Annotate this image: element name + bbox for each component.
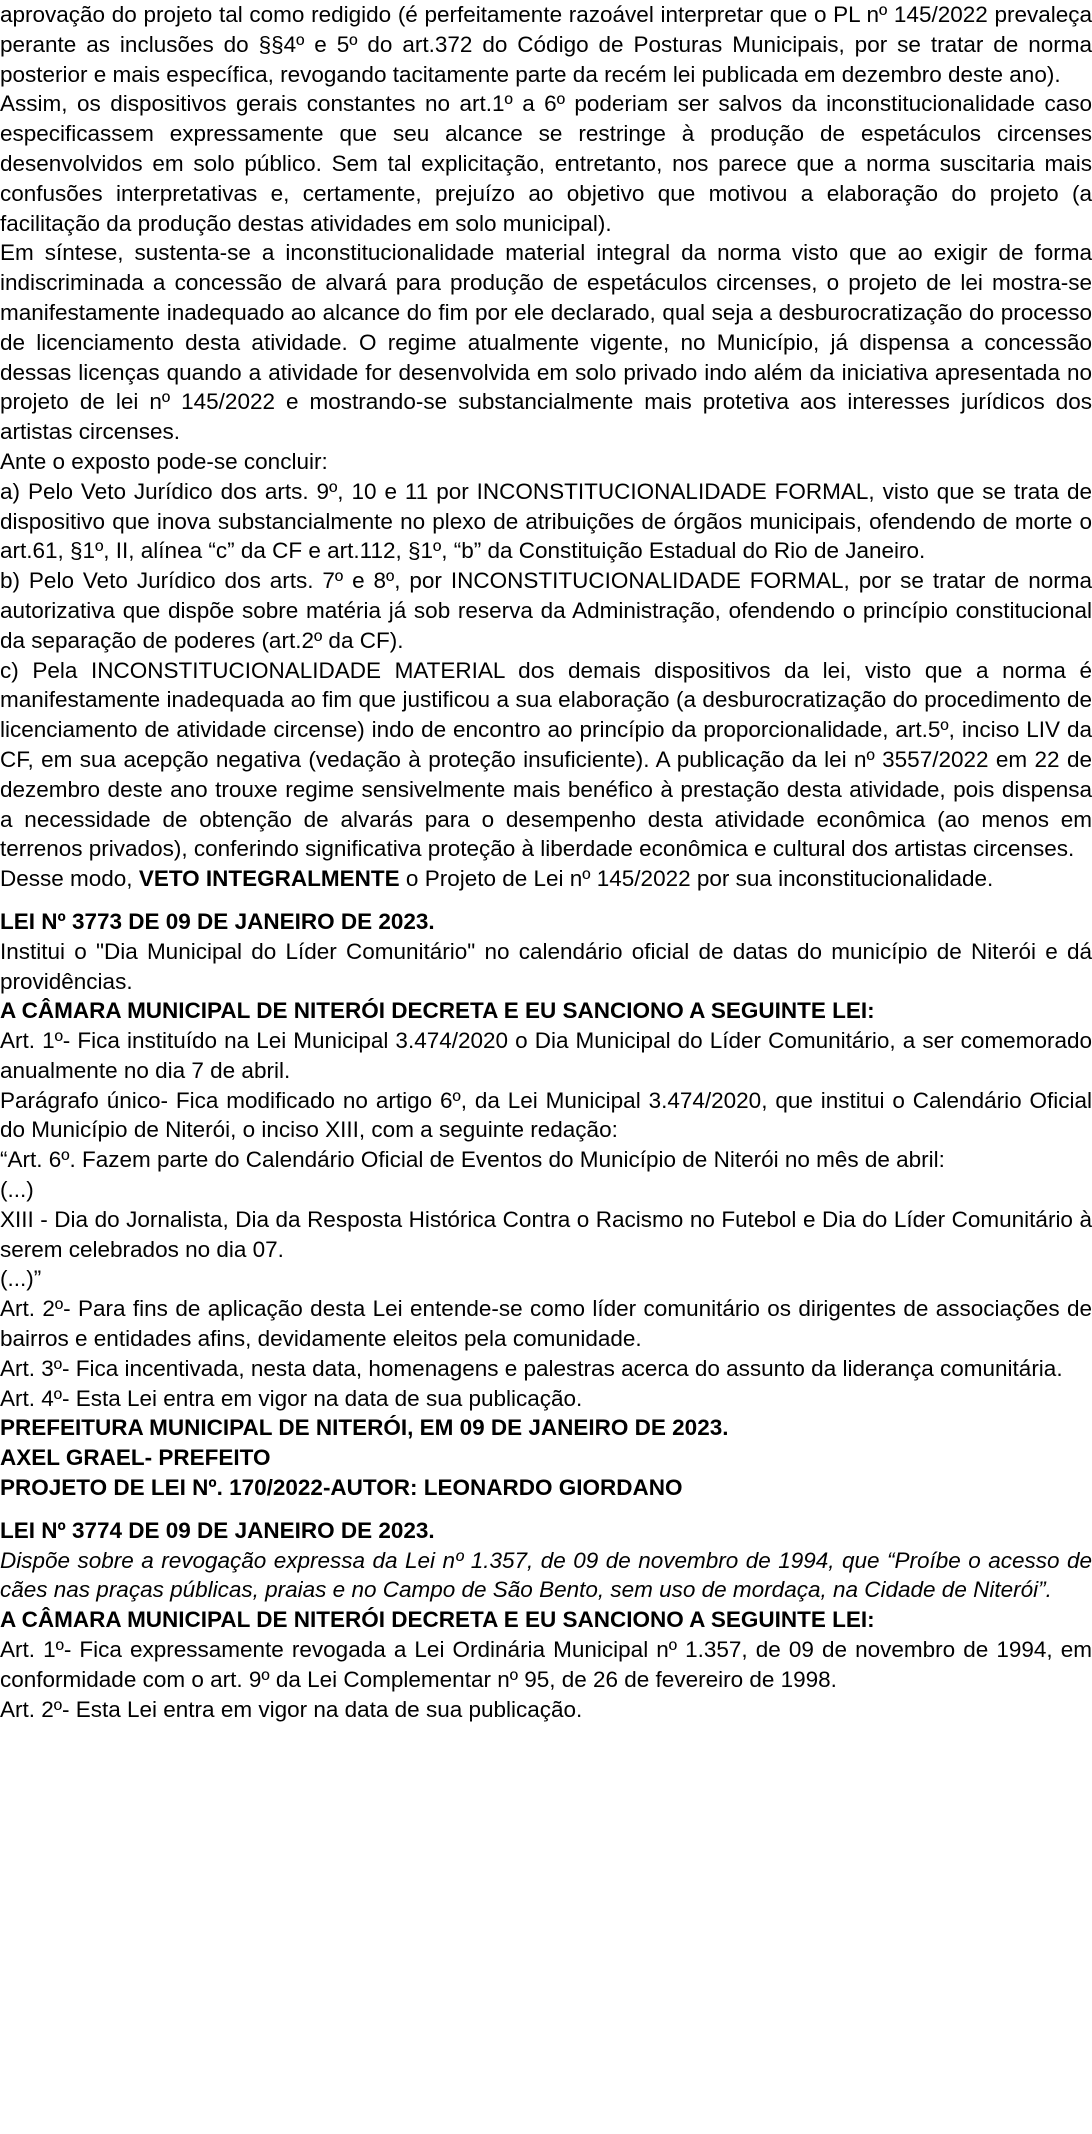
conclusion-item-a: a) Pelo Veto Jurídico dos arts. 9º, 10 e 11 por INCONSTITUCIONALIDADE FORMAL, visto que se trata de dispositivo que inova substancialmente no plexo de atribuições de órgãos municipais, ofendendo de morte o art.61, §1º, II, alínea “c” da CF e art.112, §1º, “b” da Constituição Estadual do Rio de Janeiro. [0, 478, 1092, 564]
veto-emphasis: VETO INTEGRALMENTE [138, 866, 400, 892]
law-3774-art1: Art. 1º- Fica expressamente revogada a Lei Ordinária Municipal nº 1.357, de 09 de novembro de 1994, em conformidade com o art. 9º da Lei Complementar nº 95, de 26 de fevereiro de 1998. [0, 1637, 1092, 1692]
law-3773-bill: PROJETO DE LEI Nº. 170/2022-AUTOR: LEONARDO GIORDANO [0, 1475, 683, 1501]
paragraph-conclusion-intro: Ante o exposto pode-se concluir: [0, 448, 328, 474]
veto-tail: o Projeto de Lei nº 145/2022 por sua inconstitucionalidade. [399, 866, 994, 892]
law-3773-quote-line4: (...)” [0, 1266, 42, 1292]
conclusion-item-c: c) Pela INCONSTITUCIONALIDADE MATERIAL dos demais dispositivos da lei, visto que a norma é manifestamente inadequada ao fim que justificou a sua elaboração (a desburocratização do procedimento de licenciamento de atividade circense) indo de encontro ao princípio da proporcionalidade, art.5º, inciso LIV da CF, em sua acepção negativa (vedação à proteção insuficiente). A publicação da lei nº 3557/2022 em 22 de dezembro deste ano trouxe regime sensivelmente mais benéfico à prestação desta atividade, pois dispensa a necessidade de obtenção de alvarás para o desempenho desta atividade econômica (ao menos em terrenos privados), conferindo significativa proteção à liberdade econômica e cultural dos artistas circenses. [0, 657, 1092, 862]
law-3773-title: LEI Nº 3773 DE 09 DE JANEIRO DE 2023. [0, 908, 435, 934]
law-3773-art3: Art. 3º- Fica incentivada, nesta data, homenagens e palestras acerca do assunto da liderança comunitária. [0, 1355, 1063, 1381]
law-3773-art4: Art. 4º- Esta Lei entra em vigor na data de sua publicação. [0, 1385, 583, 1411]
law-3773-decree: A CÂMARA MUNICIPAL DE NITERÓI DECRETA E EU SANCIONO A SEGUINTE LEI: [0, 998, 875, 1024]
law-3773-quote-line2: (...) [0, 1177, 34, 1203]
law-3774-title: LEI Nº 3774 DE 09 DE JANEIRO DE 2023. [0, 1517, 435, 1543]
law-3773-city-hall: PREFEITURA MUNICIPAL DE NITERÓI, EM 09 DE JANEIRO DE 2023. [0, 1415, 729, 1441]
law-3773-mayor: AXEL GRAEL- PREFEITO [0, 1445, 271, 1471]
law-3774-art2: Art. 2º- Esta Lei entra em vigor na data de sua publicação. [0, 1696, 583, 1722]
law-3773-art1: Art. 1º- Fica instituído na Lei Municipal 3.474/2020 o Dia Municipal do Líder Comunitário, a ser comemorado anualmente no dia 7 de abril. [0, 1028, 1092, 1083]
paragraph-synthesis: Em síntese, sustenta-se a inconstitucionalidade material integral da norma visto que ao exigir de forma indiscriminada a concessão de alvará para produção de espetáculos circenses, o projeto de lei mostra-se manifestamente inadequado ao alcance do fim por ele declarado, qual seja a desburocratização do processo de licenciamento desta atividade. O regime atualmente vigente, no Município, já dispensa a concessão dessas licenças quando a atividade for desenvolvida em solo privado indo além da iniciativa apresentada no projeto de lei nº 145/2022 e mostrando-se substancialmente mais protetiva aos interesses jurídicos dos artistas circenses. [0, 240, 1092, 445]
law-3774-decree: A CÂMARA MUNICIPAL DE NITERÓI DECRETA E EU SANCIONO A SEGUINTE LEI: [0, 1607, 875, 1633]
paragraph-exceptions: Assim, os dispositivos gerais constantes no art.1º a 6º poderiam ser salvos da inconstitucionalidade caso especificassem expressamente que seu alcance se restringe à produção de espetáculos circenses desenvolvidos em solo público. Sem tal explicitação, entretanto, nos parece que a norma suscitaria mais confusões interpretativas e, certamente, prejuízo ao objetivo que motivou a elaboração do projeto (a facilitação da produção destas atividades em solo municipal). [0, 91, 1092, 236]
law-3774-ementa: Dispõe sobre a revogação expressa da Lei nº 1.357, de 09 de novembro de 1994, que “Proíbe o acesso de cães nas praças públicas, praias e no Campo de São Bento, sem uso de mordaça, na Cidade de Niterói”. [0, 1547, 1092, 1603]
veto-paragraph [0, 864, 1092, 894]
law-3773-quote-line3: XIII - Dia do Jornalista, Dia da Resposta Histórica Contra o Racismo no Futebol e Dia do Líder Comunitário à serem celebrados no dia 07. [0, 1206, 1092, 1262]
law-3773-art2: Art. 2º- Para fins de aplicação desta Lei entende-se como líder comunitário os dirigentes de associações de bairros e entidades afins, devidamente eleitos pela comunidade. [0, 1296, 1092, 1352]
law-3773-sole-paragraph: Parágrafo único- Fica modificado no artigo 6º, da Lei Municipal 3.474/2020, que institui o Calendário Oficial do Município de Niterói, o inciso XIII, com a seguinte redação: [0, 1087, 1092, 1143]
law-3773-ementa: Institui o "Dia Municipal do Líder Comunitário" no calendário oficial de datas do município de Niterói e dá providências. [0, 938, 1092, 994]
veto-lead: Desse modo, [0, 866, 139, 892]
conclusion-item-b: b) Pelo Veto Jurídico dos arts. 7º e 8º, por INCONSTITUCIONALIDADE FORMAL, por se tratar de norma autorizativa que dispõe sobre matéria já sob reserva da Administração, ofendendo o princípio constitucional da separação de poderes (art.2º da CF). [0, 568, 1092, 653]
paragraph-continuation: aprovação do projeto tal como redigido (é perfeitamente razoável interpretar que o PL nº 145/2022 prevaleça perante as inclusões do §§4º e 5º do art.372 do Código de Posturas Municipais, por se tratar de norma posterior e mais específica, revogando tacitamente parte da recém lei publicada em dezembro deste ano). [0, 2, 1092, 87]
law-3773-quote-line1: “Art. 6º. Fazem parte do Calendário Oficial de Eventos do Município de Niterói no mês de abril: [0, 1147, 945, 1173]
